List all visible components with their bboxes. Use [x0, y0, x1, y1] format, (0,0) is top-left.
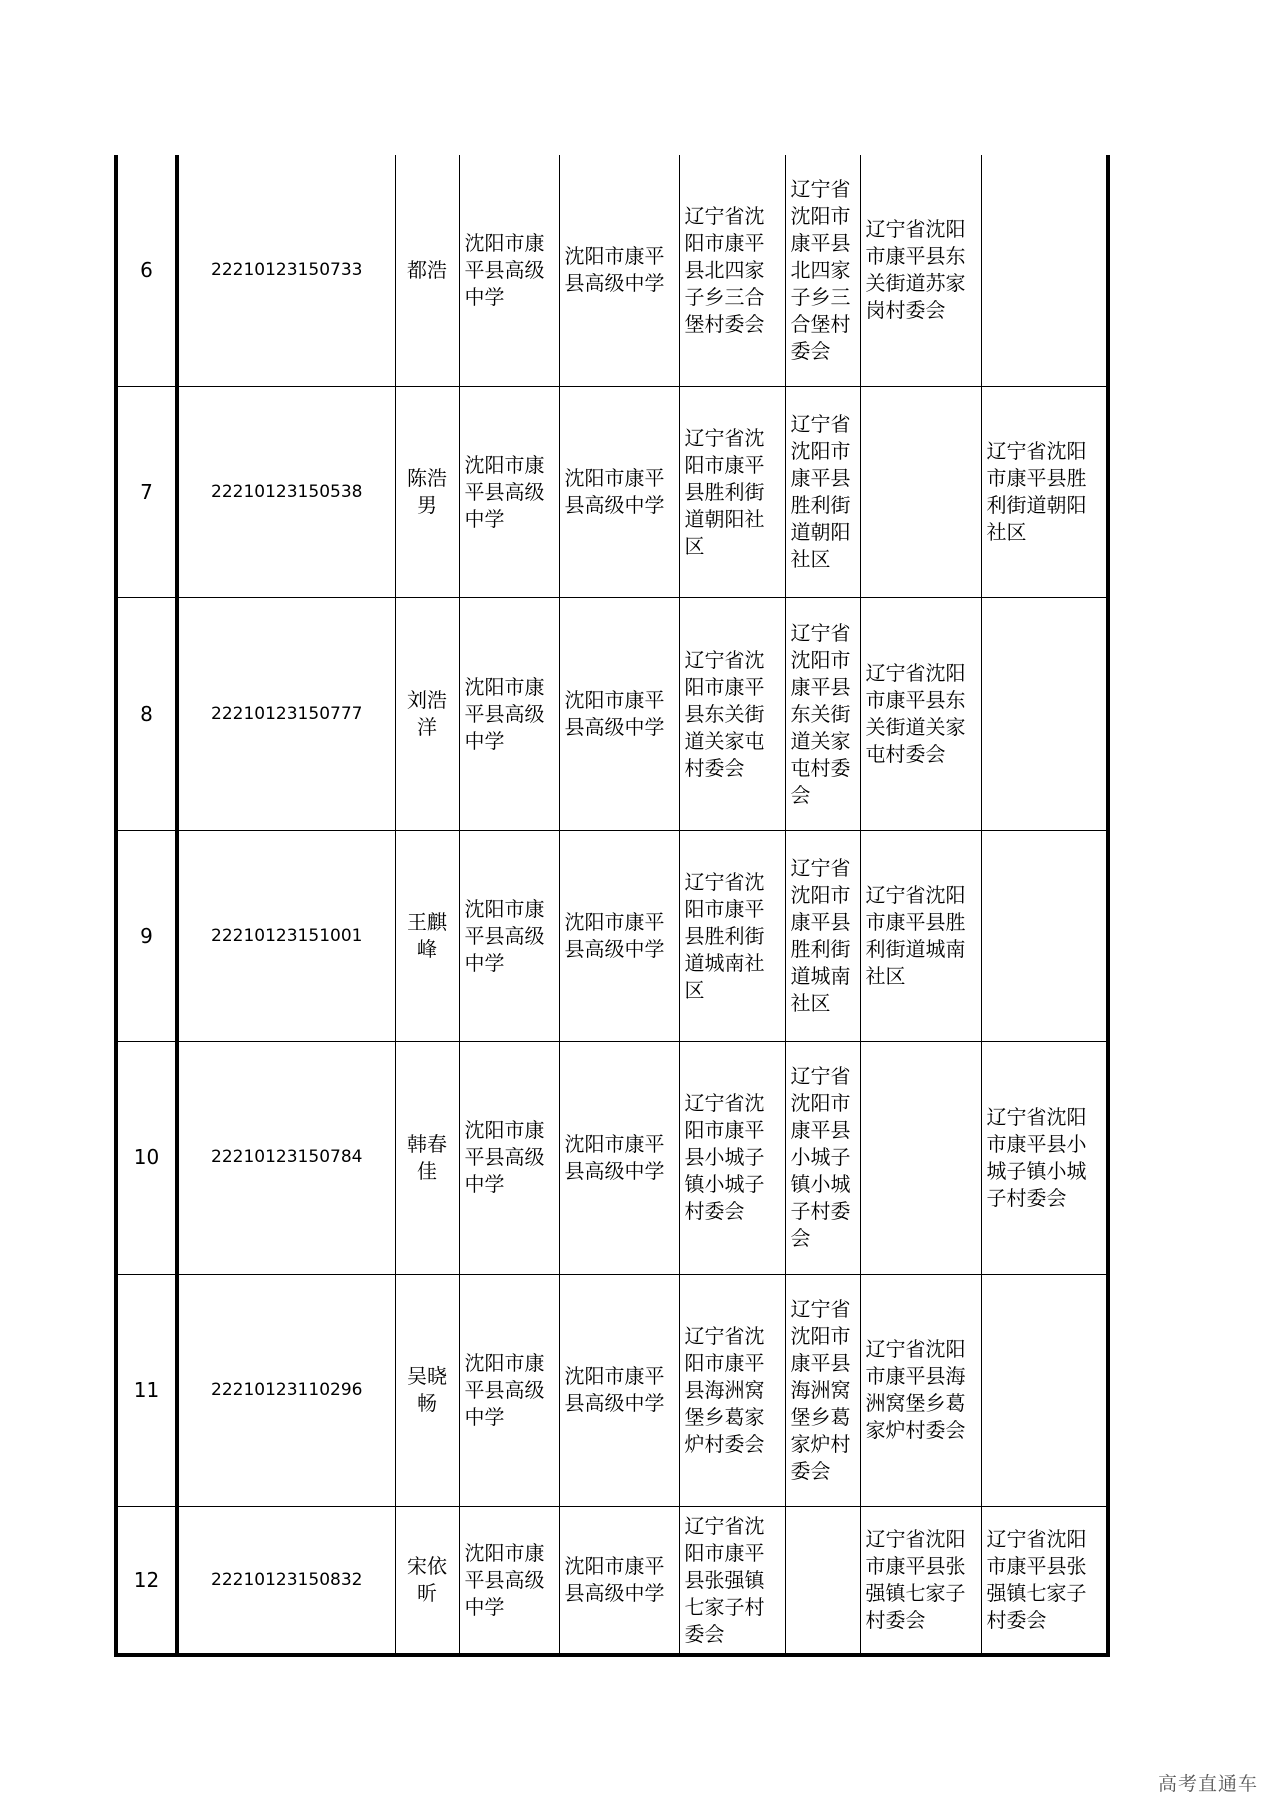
row-index: 10 — [116, 1042, 177, 1274]
school-a: 沈阳市康平县高级中学 — [459, 830, 559, 1041]
school-b: 沈阳市康平县高级中学 — [559, 386, 679, 597]
address-2 — [785, 1507, 860, 1655]
school-a: 沈阳市康平县高级中学 — [459, 386, 559, 597]
address-4 — [981, 830, 1108, 1041]
address-3 — [860, 1042, 981, 1274]
table-row — [116, 1507, 1108, 1655]
address-1: 辽宁省沈阳市康平县张强镇七家子村委会 — [679, 1507, 785, 1655]
address-4: 辽宁省沈阳市康平县小城子镇小城子村委会 — [981, 1042, 1108, 1274]
address-4: 辽宁省沈阳市康平县张强镇七家子村委会 — [981, 1507, 1108, 1655]
row-index: 6 — [116, 155, 177, 386]
address-3: 辽宁省沈阳市康平县东关街道关家屯村委会 — [860, 598, 981, 830]
address-4 — [981, 598, 1108, 830]
student-name: 吴晓畅 — [395, 1274, 459, 1506]
table-row — [116, 1042, 1108, 1274]
address-1: 辽宁省沈阳市康平县东关街道关家屯村委会 — [679, 598, 785, 830]
student-table — [114, 155, 1110, 1657]
address-3: 辽宁省沈阳市康平县张强镇七家子村委会 — [860, 1507, 981, 1655]
address-4 — [981, 1274, 1108, 1506]
address-2: 辽宁省沈阳市康平县北四家子乡三合堡村委会 — [785, 155, 860, 386]
school-b: 沈阳市康平县高级中学 — [559, 598, 679, 830]
student-name: 都浩 — [395, 155, 459, 386]
address-2: 辽宁省沈阳市康平县胜利街道城南社区 — [785, 830, 860, 1041]
table-row — [116, 155, 1108, 386]
address-2: 辽宁省沈阳市康平县海洲窝堡乡葛家炉村委会 — [785, 1274, 860, 1506]
exam-id: 22210123150832 — [177, 1507, 395, 1655]
row-index: 9 — [116, 830, 177, 1041]
address-1: 辽宁省沈阳市康平县胜利街道朝阳社区 — [679, 386, 785, 597]
table-row — [116, 830, 1108, 1041]
row-index: 7 — [116, 386, 177, 597]
table-row — [116, 598, 1108, 830]
address-3: 辽宁省沈阳市康平县海洲窝堡乡葛家炉村委会 — [860, 1274, 981, 1506]
address-4 — [981, 155, 1108, 386]
address-3: 辽宁省沈阳市康平县东关街道苏家岗村委会 — [860, 155, 981, 386]
address-2: 辽宁省沈阳市康平县胜利街道朝阳社区 — [785, 386, 860, 597]
address-3: 辽宁省沈阳市康平县胜利街道城南社区 — [860, 830, 981, 1041]
address-2: 辽宁省沈阳市康平县小城子镇小城子村委会 — [785, 1042, 860, 1274]
school-a: 沈阳市康平县高级中学 — [459, 598, 559, 830]
address-3 — [860, 386, 981, 597]
table-row — [116, 386, 1108, 597]
school-a: 沈阳市康平县高级中学 — [459, 1042, 559, 1274]
address-1: 辽宁省沈阳市康平县北四家子乡三合堡村委会 — [679, 155, 785, 386]
school-b: 沈阳市康平县高级中学 — [559, 1042, 679, 1274]
student-name: 韩春佳 — [395, 1042, 459, 1274]
student-name: 刘浩洋 — [395, 598, 459, 830]
school-a: 沈阳市康平县高级中学 — [459, 155, 559, 386]
student-name: 宋依昕 — [395, 1507, 459, 1655]
address-1: 辽宁省沈阳市康平县小城子镇小城子村委会 — [679, 1042, 785, 1274]
school-a: 沈阳市康平县高级中学 — [459, 1507, 559, 1655]
address-1: 辽宁省沈阳市康平县海洲窝堡乡葛家炉村委会 — [679, 1274, 785, 1506]
row-index: 12 — [116, 1507, 177, 1655]
exam-id: 22210123150777 — [177, 598, 395, 830]
exam-id: 22210123151001 — [177, 830, 395, 1041]
student-table-container — [114, 155, 1106, 1657]
student-name: 王麒峰 — [395, 830, 459, 1041]
school-b: 沈阳市康平县高级中学 — [559, 1274, 679, 1506]
school-b: 沈阳市康平县高级中学 — [559, 830, 679, 1041]
address-1: 辽宁省沈阳市康平县胜利街道城南社区 — [679, 830, 785, 1041]
address-2: 辽宁省沈阳市康平县东关街道关家屯村委会 — [785, 598, 860, 830]
watermark-text: 高考直通车 — [1157, 1773, 1258, 1795]
student-name: 陈浩男 — [395, 386, 459, 597]
exam-id: 22210123150733 — [177, 155, 395, 386]
row-index: 8 — [116, 598, 177, 830]
address-4: 辽宁省沈阳市康平县胜利街道朝阳社区 — [981, 386, 1108, 597]
school-a: 沈阳市康平县高级中学 — [459, 1274, 559, 1506]
table-row — [116, 1274, 1108, 1506]
exam-id: 22210123150784 — [177, 1042, 395, 1274]
exam-id: 22210123110296 — [177, 1274, 395, 1506]
row-index: 11 — [116, 1274, 177, 1506]
exam-id: 22210123150538 — [177, 386, 395, 597]
school-b: 沈阳市康平县高级中学 — [559, 155, 679, 386]
school-b: 沈阳市康平县高级中学 — [559, 1507, 679, 1655]
